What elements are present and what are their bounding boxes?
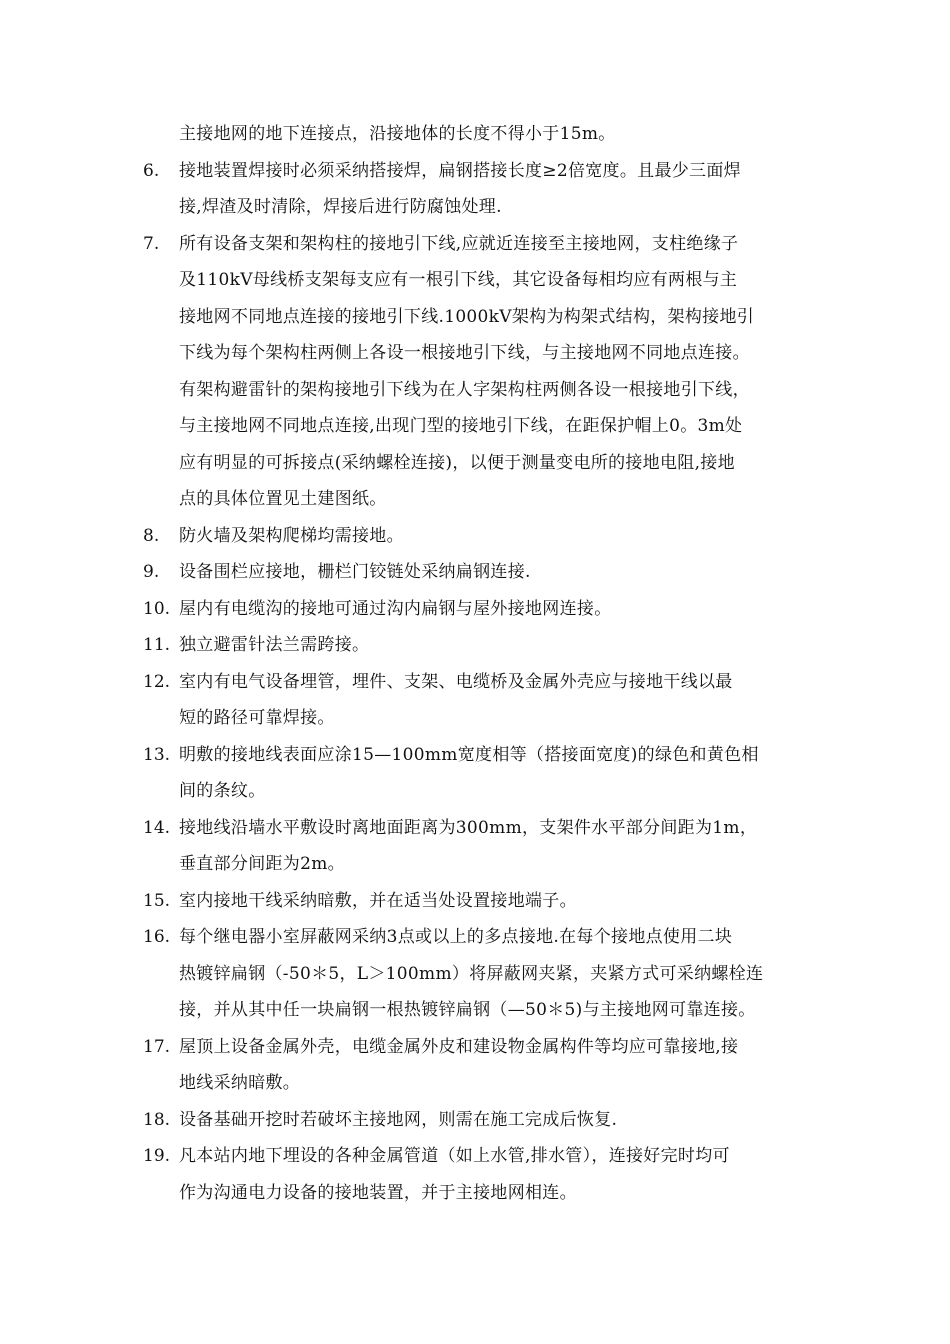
item-number: 10. [143, 598, 171, 619]
list-item-13 [143, 737, 813, 810]
text-line: 独立避雷针法兰需跨接。 [179, 635, 370, 655]
item-text [179, 1029, 813, 1102]
item-number: 13. [143, 744, 171, 765]
item-number: 7. [143, 233, 160, 254]
item-text [179, 1138, 813, 1211]
item-number: 12. [143, 671, 171, 692]
item-number: 9. [143, 562, 160, 582]
list-item-15 [143, 883, 813, 920]
item-number: 6. [143, 160, 160, 181]
text-line: 所有设备支架和架构柱的接地引下线,应就近连接至主接地网，支柱绝缘子 [179, 233, 739, 254]
item-text [179, 518, 813, 555]
text-line: 主接地网的地下连接点，沿接地体的长度不得小于15m。 [179, 124, 616, 144]
list-item-11 [143, 627, 813, 664]
list-item-14 [143, 810, 813, 883]
item-text [179, 737, 813, 810]
item-text [179, 226, 813, 518]
grounding-requirements-list [143, 116, 813, 1211]
text-line: 防火墙及架构爬梯均需接地。 [179, 525, 404, 546]
item-text [179, 919, 813, 1029]
item-number: 19. [143, 1146, 171, 1166]
text-line: 及110kV母线桥支架每支应有一根引下线，其它设备每相均应有两根与主 [179, 270, 738, 290]
item-number: 14. [143, 817, 171, 838]
item-number: 16. [143, 927, 171, 947]
item-text [179, 591, 813, 628]
text-line: 室内有电气设备埋管，埋件、支架、电缆桥及金属外壳应与接地干线以最 [179, 671, 733, 692]
text-line: 有架构避雷针的架构接地引下线为在人字架构柱两侧各设一根接地引下线， [179, 379, 750, 400]
text-line: 地线采纳暗敷。 [179, 1073, 301, 1093]
text-line: 屋内有电缆沟的接地可通过沟内扁钢与屋外接地网连接。 [179, 598, 612, 619]
text-line: 垂直部分间距为2m。 [179, 854, 345, 874]
text-line: 间的条纹。 [179, 781, 266, 801]
item-text [179, 810, 813, 883]
list-item-6 [143, 153, 813, 226]
list-item-10 [143, 591, 813, 628]
item-text [179, 883, 813, 920]
list-item-12 [143, 664, 813, 737]
text-line: 点的具体位置见土建图纸。 [179, 489, 387, 509]
text-line: 凡本站内地下埋设的各种金属管道（如上水管,排水管），连接好完时均可 [179, 1146, 730, 1166]
list-item-16 [143, 919, 813, 1029]
item-number: 15. [143, 890, 171, 911]
item-number: 18. [143, 1109, 171, 1130]
list-item-9 [143, 554, 813, 591]
list-item-19 [143, 1138, 813, 1211]
item-text [179, 153, 813, 226]
text-line: 明敷的接地线表面应涂15—100mm宽度相等（搭接面宽度)的绿色和黄色相 [179, 744, 759, 765]
text-line: 每个继电器小室屏蔽网采纳3点或以上的多点接地.在每个接地点使用二块 [179, 927, 733, 947]
item-text [179, 627, 813, 664]
list-item-8 [143, 518, 813, 555]
text-line: 接地线沿墙水平敷设时离地面距离为300mm，支架件水平部分间距为1m， [179, 817, 758, 838]
text-line: 设备围栏应接地，栅栏门铰链处采纳扁钢连接. [179, 562, 531, 582]
text-line: 接,焊渣及时清除，焊接后进行防腐蚀处理. [179, 197, 502, 217]
text-line: 与主接地网不同地点连接,出现门型的接地引下线，在距保护帽上0。3m处 [179, 416, 743, 436]
item-number: 11. [143, 635, 171, 655]
continued-paragraph [143, 116, 813, 153]
text-line: 屋顶上设备金属外壳，电缆金属外皮和建设物金属构件等均应可靠接地,接 [179, 1036, 739, 1057]
list-item-18 [143, 1102, 813, 1139]
text-line: 热镀锌扁钢（-50＊5，L＞100mm）将屏蔽网夹紧，夹紧方式可采纳螺栓连 [179, 963, 764, 984]
item-text [179, 664, 813, 737]
item-number: 17. [143, 1036, 171, 1057]
list-item-17 [143, 1029, 813, 1102]
item-text [179, 554, 813, 591]
text-line: 接，并从其中任一块扁钢一根热镀锌扁钢（—50＊5)与主接地网可靠连接。 [179, 1000, 756, 1020]
text-line: 短的路径可靠焊接。 [179, 708, 335, 728]
item-number: 8. [143, 525, 160, 546]
list-item-7 [143, 226, 813, 518]
text-line: 作为沟通电力设备的接地装置，并于主接地网相连。 [179, 1182, 577, 1203]
text-line: 下线为每个架构柱两侧上各设一根接地引下线，与主接地网不同地点连接。 [179, 343, 750, 363]
item-text [179, 1102, 813, 1139]
text-line: 设备基础开挖时若破坏主接地网，则需在施工完成后恢复. [179, 1109, 618, 1130]
text-line: 接地网不同地点连接的接地引下线.1000kV架构为构架式结构，架构接地引 [179, 306, 755, 327]
text-line: 接地装置焊接时必须采纳搭接焊，扁钢搭接长度≥2倍宽度。且最少三面焊 [179, 160, 741, 181]
text-line: 室内接地干线采纳暗敷，并在适当处设置接地端子。 [179, 890, 577, 911]
text-line: 应有明显的可拆接点(采纳螺栓连接)，以便于测量变电所的接地电阻,接地 [179, 452, 735, 473]
